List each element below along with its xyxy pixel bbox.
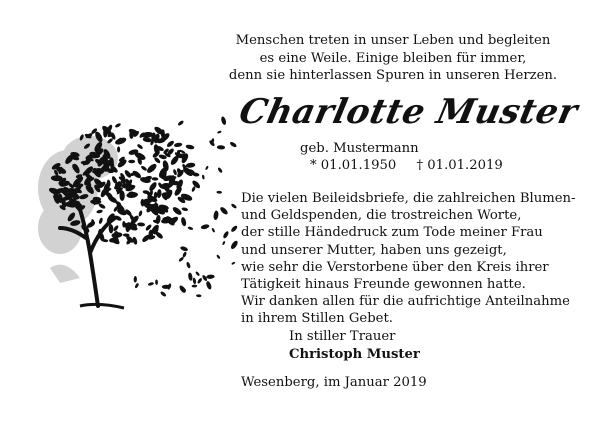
message-line: in ihrem Stillen Gebet.: [241, 311, 393, 327]
message-line: und Geldspenden, die trostreichen Worte,: [241, 208, 522, 224]
thank-you-message: [241, 190, 581, 328]
place-date: Wesenberg, im Januar 2019: [241, 375, 427, 390]
birth-name: geb. Mustermann: [300, 141, 419, 156]
wind-blown-tree-icon: [20, 78, 240, 318]
message-line: der stille Händedruck zum Tode meiner Frau: [241, 225, 543, 241]
deceased-name: Charlotte Muster: [235, 92, 582, 132]
death-date: † 01.01.2019: [416, 158, 503, 173]
motto-line: es eine Weile. Einige bleiben für immer,: [259, 50, 527, 66]
message-line: und unserer Mutter, haben uns gezeigt,: [241, 242, 507, 258]
signature-block: [289, 328, 420, 364]
birth-date: * 01.01.1950: [310, 158, 397, 173]
motto-line: Menschen treten in unser Leben und begleiten: [235, 33, 551, 48]
message-line: Die vielen Beileidsbriefe, die zahlreichen Blumen-: [241, 191, 576, 206]
motto: [228, 32, 558, 85]
message-line: Tätigkeit hinaus Freunde gewonnen hatte.: [241, 277, 526, 293]
signature-intro: In stiller Trauer: [289, 329, 396, 344]
message-line: wie sehr die Verstorbene über den Kreis ihrer: [241, 259, 549, 275]
motto-line: denn sie hinterlassen Spuren in unseren Herzen.: [228, 68, 558, 83]
life-dates: [310, 157, 519, 174]
signer-name: Christoph Muster: [289, 347, 420, 362]
message-line: Wir danken allen für die aufrichtige Anteilnahme: [241, 294, 570, 310]
